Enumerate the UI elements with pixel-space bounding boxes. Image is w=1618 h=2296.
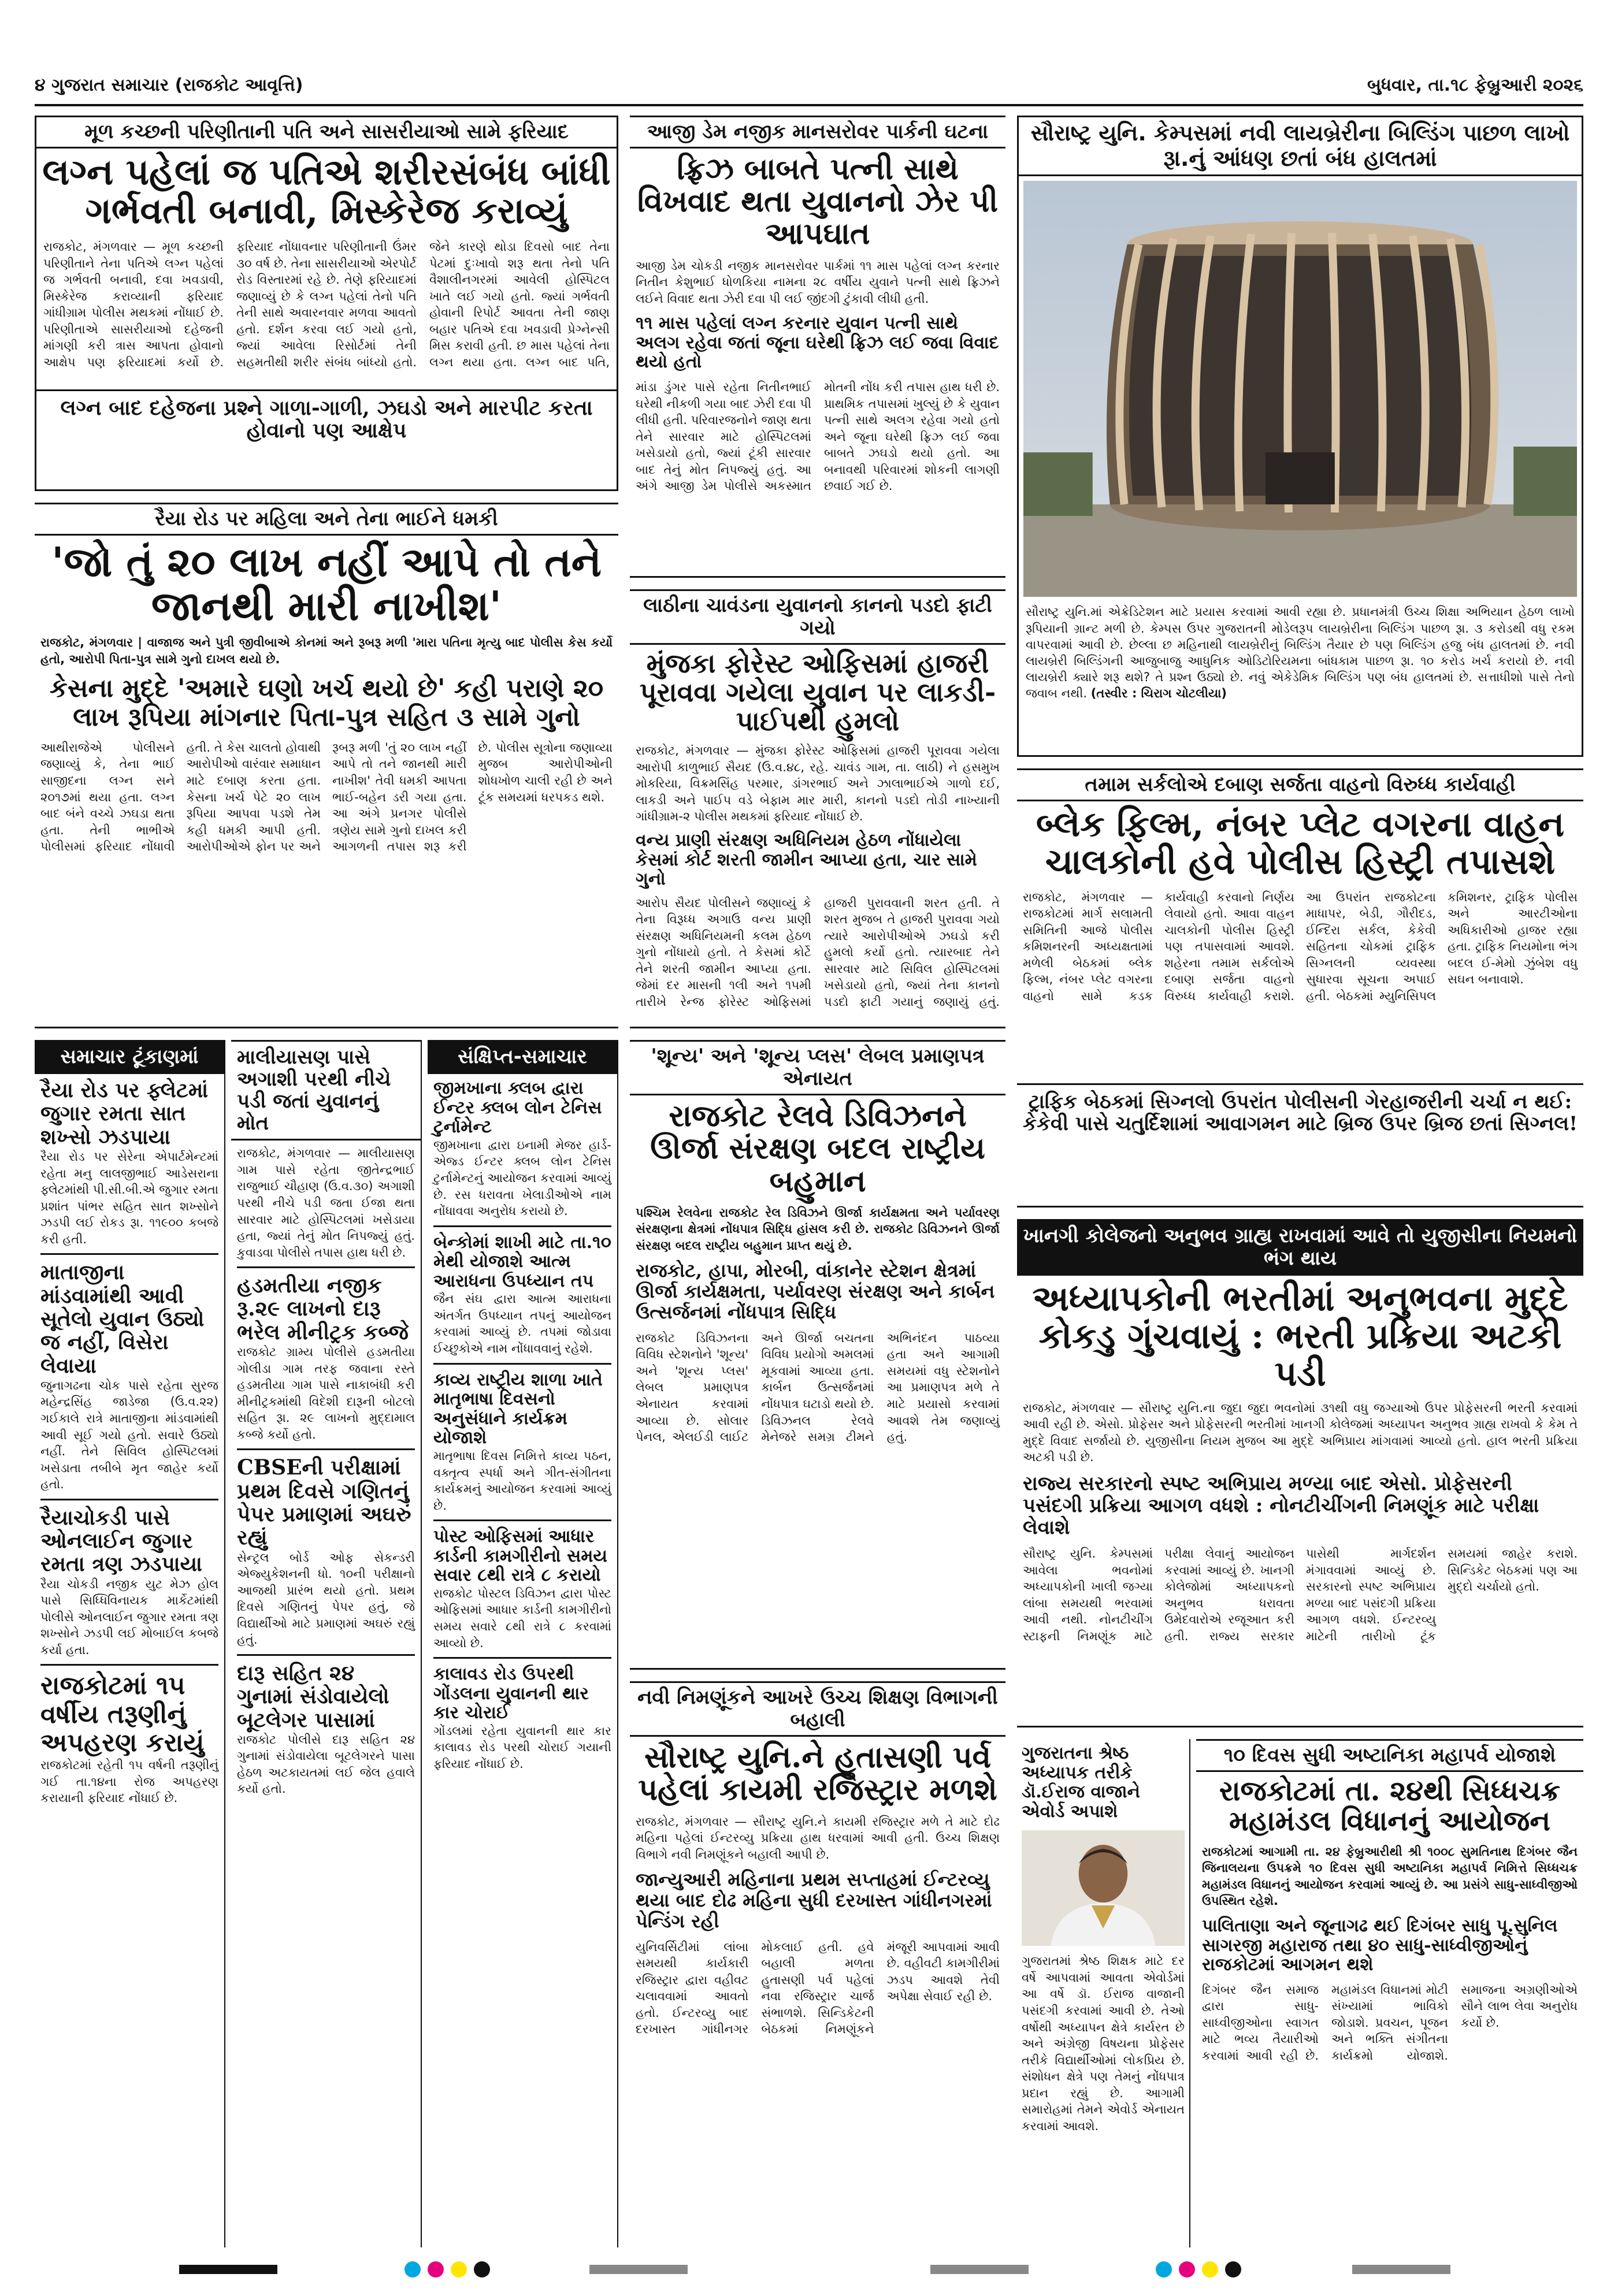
brief-item-title: રૈયા રોડ પર ફ્લેટમાં જુગાર રમતા સાત શખ્સો ઝડપાયા xyxy=(40,1078,209,1149)
masthead xyxy=(35,75,1583,98)
story-siddhachakra-event xyxy=(1196,1739,1583,2247)
story14-body2: દિગંબર જૈન સમાજ દ્વારા સાધુ-સાધ્વીજીઓના સ્વાગત માટે ભવ્ય તૈયારીઓ કરવામાં આવી રહી છે. મહામંડલ વિધાનમાં મોટી સંખ્યામાં ભાવિકો જોડાશે. પ્રવચન, પૂજન અને ભક્તિ સંગીતના કાર્યક્રમો યોજાશે. સમાજના અગ્રણીઓએ સૌને લાભ લેવા અનુરોધ કર્યો છે. xyxy=(1202,1982,1578,2063)
story12-kicker: નવી નિમણૂંકને આખરે ઉચ્ચ શિક્ષણ વિભાગની બહાલી xyxy=(630,1681,1005,1737)
story2-kicker: રૈયા રોડ પર મહિલા અને તેના ભાઈને ધમકી xyxy=(35,503,618,536)
brief-item-text: રાજકોટ પોસ્ટલ ડિવિઝન દ્વારા પોસ્ટ ઓફિસમાં આધાર કાર્ડની કામગીરીનો સમય સવારે ૮થી રાત્રે ૮ કરવામાં આવ્યો છે. xyxy=(433,1586,611,1650)
story5-kicker: સૌરાષ્ટ્ર યુનિ. કેમ્પસમાં નવી લાયબ્રેરીના બિલ્ડિંગ પાછળ લાખો રૂા.નું આંધણ છતાં બંધ હાલતમાં xyxy=(1019,117,1582,176)
brief-item-text: રૈયા ચોકડી નજીક યુટ મેઝ હોલ પાસે સિધ્ધિવિનાયક માર્કેટમાંથી પોલીસે ઓનલાઈન જુગાર રમતા ત્રણ શખ્સોને ઝડપી લઈ મોબાઈલ કબજે કર્યા હતા. xyxy=(40,1577,218,1657)
story6-body: રાજકોટ, મંગળવાર — રાજકોટમાં માર્ગ સલામતી સમિતિની આજે પોલીસ કમિશનરની અધ્યક્ષતામાં મળેલી બેઠકમાં બ્લેક ફિલ્મ, નંબર પ્લેટ વગરના વાહનો સામે કડક કાર્યવાહી કરવાનો નિર્ણય લેવાયો હતો. આવા વાહન ચાલકોની પોલીસ હિસ્ટ્રી પણ તપાસવામાં આવશે. શહેરના તમામ સર્કલોએ દબાણ સર્જતા વાહનો વિરુધ્ધ કાર્યવાહી કરાશે. આ ઉપરાંત રાજકોટના માધાપર, બેડી, ગૌરીદડ, ઈન્દિરા સર્કલ, કેકેવી સહિતના ચોકમાં ટ્રાફિક સિગ્નલની વ્યવસ્થા સુધારવા સૂચના અપાઈ હતી. બેઠકમાં મ્યુનિસિપલ કમિશનર, ટ્રાફિક પોલીસ અને આરટીઓના અધિકારીઓ હાજર રહ્યા હતા. ટ્રાફિક નિયમોના ભંગ બદલ ઈ-મેમો ઝુંબેશ વધુ સઘન બનાવાશે. xyxy=(1023,890,1578,1003)
story3-body: માંડા ડુંગર પાસે રહેતા નિતીનભાઈ ઘરેથી નીકળી ગયા બાદ ઝેરી દવા પી લીધી હતી. પરિવારજનોને જાણ થતા તેને સારવાર માટે હોસ્પિટલમાં ખસેડાયો હતો, જ્યાં ટૂંકી સારવાર બાદ તેનું મોત નિપજ્યું હતું. આ અંગે આજી ડેમ પોલીસે અકસ્માત મોતની નોંધ કરી તપાસ હાથ ધરી છે. પ્રાથમિક તપાસમાં ખુલ્યું છે કે યુવાન પત્ની સાથે અલગ રહેવા ગયો હતો અને જૂના ઘરેથી ફ્રિઝ લઈ જવા બાબતે ઝઘડો થયો હતો. આ બનાવથી પરિવારમાં શોકની લાગણી છવાઈ ગઈ છે. xyxy=(636,380,1000,493)
story3-headline: ફ્રિઝ બાબતે પત્ની સાથે વિખવાદ થતા યુવાનનો ઝેર પી આપઘાત xyxy=(637,151,998,252)
news-in-brief-column xyxy=(35,1040,225,2247)
story1-headline: લગ્ન પહેલાં જ પતિએ શરીરસંબંધ બાંધી ગર્ભવતી બનાવી, મિસ્કેરેજ કરાવ્યું xyxy=(42,151,611,232)
story5-credit: (તસ્વીર : ચિરાગ ચોટલીયા) xyxy=(1090,686,1227,700)
divider xyxy=(433,1657,611,1659)
story4-kicker: લાઠીના ચાવંડના યુવાનનો કાનનો પડદો ફાટી ગયો xyxy=(630,589,1005,645)
story4-headline: મુંજકા ફોરેસ્ટ ઓફિસમાં હાજરી પૂરાવવા ગયેલા યુવાન પર લાકડી-પાઈપથી હુમલો xyxy=(639,648,996,737)
story-best-teacher-award xyxy=(1017,1739,1190,2247)
divider xyxy=(433,1225,611,1227)
divider xyxy=(433,1519,611,1521)
story14-headline: રાજકોટમાં તા. ૨૪થી સિધ્ધચક્ર મહામંડલ વિધાનનું આયોજન xyxy=(1219,1775,1561,1837)
brief-item-title: રૈયાચોકડી પાસે ઓનલાઈન જુગાર રમતા ત્રણ ઝડપાયા xyxy=(40,1505,202,1577)
story-railway-energy-award xyxy=(630,1040,1005,1670)
story5-caption: સૌરાષ્ટ્ર યુનિ.માં એક્રેડિટેશન માટે પ્રયાસ કરવામાં આવી રહ્યા છે. પ્રધાનમંત્રી ઉચ્ચ શિક્ષા અભિયાન હેઠળ લાખો રૂપિયાની ગ્રાન્ટ મળી છે. કેમ્પસ ઉપર ગુજરાતની મોડેલરૂપ લાયબ્રેરીના બિલ્ડિંગ પાછળ રૂા. ૩ કરોડથી વધુ રકમ વાપરવામાં આવી છે. છેલ્લા છ મહિનાથી લાયબ્રેરીનું બિલ્ડિંગ તૈયાર છે પણ બિલ્ડિંગ હજુ બંધ હાલતમાં છે. નવી લાયબ્રેરી બિલ્ડિંગની આજુબાજુ આધુનિક ઓડિટોરિયમના બાંધકામ પાછળ રૂા. ૧૦ કરોડ ખર્ચ કરાયો છે. નવી લાયબ્રેરી ક્યારે શરૂ થશે? તે પ્રશ્ન ઉઠ્યો છે. નવું એકેડેમિક બિલ્ડિંગ પણ બંધ હાલતમાં છે. સત્તાધીશો પાસે તેનો જવાબ નથી. xyxy=(1026,605,1575,700)
brief-item-text: રાજકોટ પોલીસે દારૂ સહિત ૨૪ ગુનામાં સંડોવાયેલા બૂટલેગરને પાસા હેઠળ અટકાયતમાં લઈ જેલ હવાલે કર્યો હતો. xyxy=(237,1732,415,1796)
story3-subhead: ૧૧ માસ પહેલાં લગ્ન કરનાર યુવાન પત્ની સાથે અલગ રહેવા જતાં જૂના ઘરેથી ફ્રિઝ લઈ જવા વિવાદ થયો હતો xyxy=(636,313,999,373)
story-permanent-registrar xyxy=(630,1681,1005,2247)
registration-dot-black xyxy=(474,2261,490,2278)
brief-item-text: જૈન સંઘ દ્વારા આત્મ આરાધના અંતર્ગત ઉપધ્યાન તપનું આયોજન કરવામાં આવ્યું છે. તપમાં જોડાવા ઈચ્છુકોએ નામ નોંધાવવાનું રહેશે. xyxy=(433,1292,611,1356)
story4-subhead: વન્ય પ્રાણી સંરક્ષણ અધિનિયમ હેઠળ નોંધાયેલા કેસમાં કોર્ટ શરતી જામીન આપ્યા હતા, ચાર સામે ગુનો xyxy=(636,830,977,890)
story12-body: યુનિવર્સિટીમાં લાંબા સમયથી કાર્યકારી રજિસ્ટ્રાર દ્વારા વહીવટ ચલાવવામાં આવતો હતો. ઈન્ટરવ્યુ બાદ દરખાસ્ત ગાંધીનગર મોકલાઈ હતી. હવે બહાલી મળતા હુતાસણી પર્વ પહેલાં નવા રજિસ્ટ્રાર ચાર્જ સંભાળશે. સિન્ડિકેટની બેઠકમાં નિમણૂંકને મંજૂરી આપવામાં આવી છે. વહીવટી કામગીરીમાં ઝડપ આવશે તેવી અપેક્ષા સેવાઈ રહી છે. xyxy=(636,1940,1000,2037)
brief-item-text: રૈયા રોડ પર સેરેના એપાર્ટમેન્ટમાં રહેતા મનુ લાલજીભાઈ આડેસરાના ફ્લેટમાંથી પી.સી.બી.એ જુગાર રમતા પ્રશાંત પાંભર સહિત સાત શખ્સોને ઝડપી લઈ રોકડ રૂા. ૧૧૯૦૦ કબજે કરી હતી. xyxy=(40,1150,218,1246)
story12-subhead: જાન્યુઆરી મહિનાના પ્રથમ સપ્તાહમાં ઈન્ટરવ્યુ થયા બાદ દોઢ મહિના સુધી દરખાસ્ત ગાંધીનગરમાં પેન્ડિંગ રહી xyxy=(636,1868,992,1932)
color-bar-grey xyxy=(1352,2265,1450,2274)
story-library-building xyxy=(1017,116,1583,757)
brief-item-title: પોસ્ટ ઓફિસમાં આધાર કાર્ડની કામગીરીનો સમય સવાર ૮થી રાત્રે ૮ કરાયો xyxy=(433,1526,607,1586)
brief-item-title: જીમખાના ક્લબ દ્વારા ઈન્ટર ક્લબ લોન ટેનિસ ટુર્નામેન્ટ xyxy=(433,1078,602,1138)
story7-kicker: ખાનગી કોલેજનો અનુભવ ગ્રાહ્ય રાખવામાં આવે તો યુજીસીના નિયમનો ભંગ થાય xyxy=(1017,1219,1583,1276)
brief-item-title: દારૂ સહિત ૨૪ ગુનામાં સંડોવાયેલો બૂટલેગર પાસામાં xyxy=(237,1660,389,1732)
color-bar-grey xyxy=(589,2265,688,2274)
story-threat-20-lakh xyxy=(35,503,618,1028)
story1-kicker: મૂળ કચ્છની પરિણીતાની પતિ અને સાસરીયાઓ સામે ફરિયાદ xyxy=(36,117,617,148)
brief-item-text: રાજકોટ ગ્રામ્ય પોલીસે હડમતીયા ગોલીડા ગામ તરફ જવાના રસ્તે હડમતીયા ગામ પાસે નાકાબંધી કરી મીનીટ્રકમાંથી વિદેશી દારૂની બોટલો સહિત રૂા. ૨૯ લાખનો મુદ્દામાલ કબ્જે કર્યો હતો. xyxy=(237,1345,415,1441)
brief-item-title: રાજકોટમાં ૧૫ વર્ષીય તરૂણીનું અપહરણ કરાયું xyxy=(40,1671,205,1758)
story14-subhead: પાલિતાણા અને જૂનાગઢ થઈ દિગંબર સાધુ પૂ.સુનિલ સાગરજી મહારાજ તથા ૪૦ સાધુ-સાધ્વીજીઓનું રાજકોટમાં આગમન થશે xyxy=(1202,1915,1558,1975)
story3-lead: આજી ડેમ ચોકડી નજીક માનસરોવર પાર્કમાં ૧૧ માસ પહેલાં લગ્ન કરનાર નિતીન કેશુભાઈ ધોળકિયા નામના ૨૮ વર્ષીય યુવાને પત્ની સાથે ફ્રિઝને લઈને વિવાદ થતા ઝેરી દવા પી લઈ જીંદગી ટુંકાવી લીધી હતી. xyxy=(636,258,1000,306)
brief-item-title: CBSEની પરીક્ષામાં પ્રથમ દિવસે ગણિતનું પેપર પ્રમાણમાં અઘરું રહ્યું xyxy=(237,1455,411,1550)
color-bar-black xyxy=(179,2265,277,2274)
brief-item-title: કાલાવડ રોડ ઉપરથી ગોંડલના યુવાનની થાર કાર ચોરાઈ xyxy=(433,1664,589,1723)
brief-item-text: સેન્ટ્રલ બોર્ડ ઓફ સેકન્ડરી એજ્યુકેશનની ધો. ૧૦ની પરીક્ષાનો આજથી પ્રારંભ થયો હતો. પ્રથમ દિવસે ગણિતનું પેપર હતું, જે વિદ્યાર્થીઓ માટે પ્રમાણમાં અઘરું રહ્યું હતું. xyxy=(237,1550,415,1647)
story7-body: રાજકોટ, મંગળવાર — સૌરાષ્ટ્ર યુનિ.ના જુદા જુદા ભવનોમાં ૩૧થી વધુ જગ્યાઓ ઉપર પ્રોફેસરની ભરતી કરવામાં આવી રહી છે. એસો. પ્રોફેસર અને પ્રોફેસરની ભરતીમાં ખાનગી કોલેજમાં અધ્યાપન અનુભવ ગ્રાહ્ય રાખવો કે કેમ તે મુદ્દે વિવાદ સર્જાયો છે. યુજીસીના નિયમ મુજબ આ મુદ્દે અભિપ્રાય માંગવામાં આવ્યો હતો. હાલ ભરતી પ્રક્રિયા અટકી પડી છે. xyxy=(1023,1400,1578,1465)
brief-item-text: માતૃભાષા દિવસ નિમિત્તે કાવ્ય પઠન, વક્તૃત્વ સ્પર્ધા અને ગીત-સંગીતના કાર્યક્રમનું આયોજન કરવામાં આવ્યું છે. xyxy=(433,1448,611,1513)
story13-body: ગુજરાતમાં શ્રેષ્ઠ શિક્ષક માટે દર વર્ષે આપવામાં આવતા એવોર્ડમાં આ વર્ષે ડૉ. ઈરાજ વાજાની પસંદગી કરવામાં આવી છે. તેઓ વર્ષોથી અધ્યાપન ક્ષેત્રે કાર્યરત છે અને અંગ્રેજી વિષયના પ્રોફેસર તરીકે વિદ્યાર્થીઓમાં લોકપ્રિય છે. સંશોધન ક્ષેત્રે પણ તેમનું નોંધપાત્ર પ્રદાન રહ્યું છે. આગામી સમારોહમાં તેમને એવોર્ડ એનાયત કરવામાં આવશે. xyxy=(1022,1954,1185,2133)
story11-lead: પશ્ચિમ રેલવેના રાજકોટ રેલ ડિવિઝને ઊર્જા કાર્યક્ષમતા અને પર્યાવરણ સંરક્ષણના ક્ષેત્રમાં નોંધપાત્ર સિદ્ધિ હાંસલ કરી છે. રાજકોટ ડિવિઝનને ઊર્જા સંરક્ષણ બદલ રાષ્ટ્રીય બહુમાન પ્રાપ્ત થયું છે. xyxy=(636,1205,1000,1253)
masthead-date: બુધવાર, તા.૧૮ ફેબ્રુઆરી ૨૦૨૬ xyxy=(1367,75,1583,95)
story2-subhead: કેસના મુદ્દે 'અમારે ઘણો ખર્ચ થયો છે' કહી પરાણે ૨૦ લાખ રૂપિયા માંગનાર પિતા-પુત્ર સહિત ૩ સામે ગુનો xyxy=(49,674,604,732)
registration-dot-cyan xyxy=(1156,2261,1172,2278)
story9-kicker: માલીયાસણ પાસે અગાશી પરથી નીચે પડી જતાં યુવાનનું મોત xyxy=(231,1040,421,1140)
story11-headline: રાજકોટ રેલવે ડિવિઝનને ઊર્જા સંરક્ષણ બદલ રાષ્ટ્રીય બહુમાન xyxy=(650,1098,985,1199)
story11-kicker: 'શૂન્ય' અને 'શૂન્ય પ્લસ' લેબલ પ્રમાણપત્ર એનાયત xyxy=(630,1040,1005,1095)
registration-dot-cyan xyxy=(404,2261,421,2278)
registration-dot-yellow xyxy=(1202,2261,1218,2278)
story13-kicker: ગુજરાતના શ્રેષ્ઠ અધ્યાપક તરીકે ડૉ.ઈરાજ વાજાને એવોર્ડ અપાશે xyxy=(1022,1743,1140,1822)
story6-kicker: તમામ સર્કલોએ દબાણ સર્જતા વાહનો વિરુધ્ધ કાર્યવાહી xyxy=(1017,768,1583,801)
story2-lead: રાજકોટ, મંગળવાર | વાજાજ અને પુત્રી જીવીબાએ કોનમાં અને રૂબરૂ મળી 'મારા પતિના મૃત્યુ બાદ પોલીસ કેસ કર્યો હતો, આરોપી પિતા-પુત્ર સામે ગુનો દાખલ થયો છે. xyxy=(40,636,613,666)
brief-item-text: જીમખાના દ્વારા ઇનામી મેજર હાર્ડ-એજ્ડ ઈન્ટર ક્લબ લોન ટેનિસ ટુર્નામેન્ટનું આયોજન કરવામાં આવ્યું છે. રસ ધરાવતા ખેલાડીઓએ નામ નોંધાવવા અનુરોધ કરાયો છે. xyxy=(433,1138,611,1218)
story6-footer: ટ્રાફિક બેઠકમાં સિગ્નલો ઉપરાંત પોલીસની ગેરહાજરીની ચર્ચા ન થઈ: કેકેવી પાસે ચતુર્દિશામાં આવાગમન માટે બ્રિજ ઉપર બ્રિજ છતાં સિગ્નલ! xyxy=(1017,1083,1583,1140)
story1-footer: લગ્ન બાદ દહેજના પ્રશ્ને ગાળા-ગાળી, ઝઘડો અને મારપીટ કરતા હોવાનો પણ આક્ષેપ xyxy=(36,389,617,447)
story7-subhead: રાજ્ય સરકારનો સ્પષ્ટ અભિપ્રાય મળ્યા બાદ એસો. પ્રોફેસરની પસંદગી પ્રક્રિયા આગળ વધશે : નોનટીચીંગની નિમણૂંક માટે પરીક્ષા લેવાશે xyxy=(1023,1472,1539,1539)
masthead-left: ૪ ગુજરાત સમાચાર (રાજકોટ આવૃત્તિ) xyxy=(35,75,303,95)
divider xyxy=(433,1363,611,1365)
brief-item-text: ગોંડલમાં રહેતા યુવાનની થાર કાર કાલાવડ રોડ પરથી ચોરાઈ ગયાની ફરિયાદ નોંધાઈ છે. xyxy=(433,1723,611,1771)
brief-item-title: માતાજીના માંડવામાંથી આવી સૂતેલો યુવાન ઉઠ્યો જ નહીં, વિસેરા લેવાયા xyxy=(40,1260,205,1378)
story11-subhead: રાજકોટ, હાપા, મોરબી, વાંકાનેર સ્ટેશન ક્ષેત્રમાં ઊર્જા કાર્યક્ષમતા, પર્યાવરણ સંરક્ષણ અને કાર્બન ઉત્સર્જનમાં નોંધપાત્ર સિદ્ધિ xyxy=(636,1260,995,1323)
story1-body: રાજકોટ, મંગળવાર — મૂળ કચ્છની પરિણીતાને તેના પતિએ લગ્ન પહેલાં જ ગર્ભવતી બનાવી, દવા ખવડાવી, મિસ્કેરેજ કરાવ્યાની ફરિયાદ ગાંધીગ્રામ પોલીસ મથકમાં નોંધાઈ છે. પરિણીતાએ સાસરીયાઓ દહેજની માંગણી કરી ત્રાસ આપતા હોવાનો આક્ષેપ પણ ફરિયાદમાં કર્યો છે. ફરિયાદ નોંધાવનાર પરિણીતાની ઉંમર ૩૦ વર્ષ છે. તેના સાસરીયાઓ એરપોર્ટ રોડ વિસ્તારમાં રહે છે. તેણે ફરિયાદમાં જણાવ્યું છે કે લગ્ન પહેલાં તેનો પતિ તેની સાથે અવારનવાર મળવા આવતો હતો. દર્શન કરવા લઈ ગયો હતો, જ્યાં આવેલા રિસોર્ટમાં તેની સહમતીથી શરીર સંબંધ બાંધ્યો હતો. જેને કારણે થોડા દિવસો બાદ તેના પેટમાં દુઃખાવો શરૂ થતા તેનો પતિ વૈશાલીનગરમાં આવેલી હોસ્પિટલ ખાતે લઈ ગયો હતો. જ્યાં ગર્ભવતી હોવાની રિપોર્ટ આવતા તેની જાણ બહાર પતિએ દવા ખવડાવી પ્રેગ્નેન્સી મિસ કરાવી હતી. છ માસ પહેલાં તેના લગ્ન થયા હતા. લગ્ન બાદ પતિ, xyxy=(43,240,610,369)
story-forest-office-attack xyxy=(630,589,1005,1028)
story7-body2: સૌરાષ્ટ્ર યુનિ. કેમ્પસમાં આવેલા ભવનોમાં અધ્યાપકોની ખાલી જગ્યા લાંબા સમયથી ભરવામાં આવી નથી. નોનટીચીંગ સ્ટાફની નિમણૂંક માટે પરીક્ષા લેવાનું આયોજન કરવામાં આવ્યું છે. ખાનગી કોલેજોમાં અધ્યાપકનો અનુભવ ધરાવતા ઉમેદવારોએ રજૂઆત કરી હતી. રાજ્ય સરકાર પાસેથી માર્ગદર્શન મંગાવવામાં આવ્યું છે. સરકારનો સ્પષ્ટ અભિપ્રાય મળ્યા બાદ પસંદગી પ્રક્રિયા આગળ વધશે. ઈન્ટરવ્યુ માટેની તારીખો ટૂંક સમયમાં જાહેર કરાશે. સિન્ડિકેટ બેઠકમાં પણ આ મુદ્દો ચર્ચાયો હતો. xyxy=(1023,1547,1578,1643)
story-professor-recruitment xyxy=(1017,1219,1583,1727)
short-news-column-2 xyxy=(231,1040,422,2247)
color-bar-grey xyxy=(930,2265,1029,2274)
library-building-photo xyxy=(1023,181,1577,597)
story14-body: રાજકોટમાં આગામી તા. ૨૪ ફેબ્રુઆરીથી શ્રી ૧૦૦૮ સુમતિનાથ દિગંબર જૈન જિનાલયના ઉપક્રમે ૧૦ દિવસ સુધી અષ્ટાનિકા મહાપર્વ નિમિત્તે સિધ્ધચક્ર મહામંડલ વિધાનનું આયોજન કરવામાં આવ્યું છે. આ પ્રસંગે સાધુ-સાધ્વીજીઓ ઉપસ્થિત રહેશે. xyxy=(1202,1844,1578,1908)
divider xyxy=(40,1253,218,1255)
divider xyxy=(237,1266,415,1268)
story2-body: આથીરાજેએ પોલીસને જણાવ્યું કે, તેના ભાઈ સાજીદના લગ્ન સને ૨૦૧૭માં થયા હતા. લગ્ન બાદ બંને વચ્ચે ઝઘડા થતા હતા. તેની ભાભીએ પોલીસમાં ફરિયાદ નોંધાવી હતી. તે કેસ ચાલતો હોવાથી આરોપીઓ વારંવાર સમાધાન માટે દબાણ કરતા હતા. કેસના ખર્ચ પેટે ૨૦ લાખ રૂપિયા આપવા પડશે તેમ કહી ધમકી આપી હતી. આરોપીઓએ ફોન પર અને રૂબરૂ મળી 'તું ૨૦ લાખ નહીં આપે તો તને જાનથી મારી નાખીશ' તેવી ધમકી આપતા ભાઈ-બહેન ડરી ગયા હતા. આ અંગે પ્રનગર પોલીસે ત્રણેય સામે ગુનો દાખલ કરી આગળની તપાસ શરૂ કરી છે. પોલીસ સૂત્રોના જણાવ્યા મુજબ આરોપીઓની શોધખોળ ચાલી રહી છે અને ટૂંક સમયમાં ધરપકડ થશે. xyxy=(40,740,613,854)
registration-dot-magenta xyxy=(1179,2261,1195,2278)
brief-item-title: બેન્કોમાં શાખી માટે તા.૧૦ મેથી યોજાશે આત્મ આરાધના ઉપધ્યાન તપ xyxy=(433,1232,611,1291)
registration-dot-yellow xyxy=(451,2261,467,2278)
story9-text: રાજકોટ, મંગળવાર — માલીયાસણ ગામ પાસે રહેતા જીતેન્દ્રભાઈ રાજુભાઈ ચૌહાણ (ઉ.વ.૩૦) અગાશી પરથી નીચે પડી જતા ઈજા થતા સારવાર માટે હોસ્પિટલમાં ખસેડાયા હતા, જ્યાં તેનું મોત નિપજ્યું હતું. કુવાડવા પોલીસે તપાસ હાથ ધરી છે. xyxy=(237,1146,415,1260)
story4-body2: આરોપ સૈયદ પોલીસને જણાવ્યું કે તેના વિરૂધ્ધ અગાઉ વન્ય પ્રાણી સંરક્ષણ અધિનિયમની કલમ હેઠળ ગુનો નોંધાયો હતો. તે કેસમાં કોર્ટે તેને શરતી જામીન આપ્યા હતા. જેમાં દર માસની ૧લી અને ૧૫મી તારીખે રેન્જ ફોરેસ્ટ ઓફિસમાં હાજરી પુરાવવાની શરત હતી. તે શરત મુજબ તે હાજરી પુરાવવા ગયો ત્યારે આરોપીઓએ ઝઘડો કરી હુમલો કર્યો હતો. ત્યારબાદ તેને સારવાર માટે સિવિલ હોસ્પિટલમાં ખસેડાયો હતો, જ્યાં તેના કાનનો પડદો ફાટી ગયાનું જણાયું હતું. xyxy=(636,896,1000,1009)
story-fridge-suicide xyxy=(630,116,1005,578)
story2-headline: 'જો તું ૨૦ લાખ નહીં આપે તો તને જાનથી મારી નાખીશ' xyxy=(51,538,602,630)
story8-kicker: સમાચાર ટૂંકાણમાં xyxy=(35,1040,224,1074)
story-marriage-complaint xyxy=(35,116,618,491)
brief-news-column xyxy=(428,1040,618,2247)
story3-kicker: આજી ડેમ નજીક માનસરોવર પાર્કની ઘટના xyxy=(630,116,1005,148)
registration-dot-magenta xyxy=(428,2261,444,2278)
story-black-film-vehicles xyxy=(1017,768,1583,1208)
brief-item-text: જુનાગઢના ચોક પાસે રહેતા સુરજ મહેન્દ્રસિંહ જાડેજા (ઉ.વ.૨૨) ગઈકાલે રાત્રે માતાજીના માંડવામાંથી આવી સૂઈ ગયો હતો. સવારે ઉઠ્યો નહીં. તેને સિવિલ હોસ્પિટલમાં ખસેડાતા તબીબે મૃત જાહેર કર્યો હતો. xyxy=(40,1378,218,1492)
story12-lead: રાજકોટ, મંગળવાર — સૌરાષ્ટ્ર યુનિ.ને કાયમી રજિસ્ટ્રાર મળે તે માટે દોઢ મહિના પહેલાં ઈન્ટરવ્યુ પ્રક્રિયા હાથ ધરવામાં આવી હતી. ઉચ્ચ શિક્ષણ વિભાગે નવી નિમણૂંકને બહાલી આપી છે. xyxy=(636,1814,1000,1862)
divider xyxy=(40,1664,218,1666)
story11-body: રાજકોટ ડિવિઝનના વિવિધ સ્ટેશનોને 'શૂન્ય' અને 'શૂન્ય પ્લસ' લેબલ પ્રમાણપત્ર એનાયત કરવામાં આવ્યા છે. સોલાર પેનલ, એલઈડી લાઈટ અને ઊર્જા બચતના વિવિધ પ્રયોગો અમલમાં મૂકવામાં આવ્યા હતા. કાર્બન ઉત્સર્જનમાં નોંધપાત્ર ઘટાડો થયો છે. ડિવિઝનલ રેલવે મેનેજરે સમગ્ર ટીમને અભિનંદન પાઠવ્યા હતા અને આગામી સમયમાં વધુ સ્ટેશનોને આ પ્રમાણપત્ર મળે તે માટે પ્રયાસો કરવામાં આવશે તેમ જણાવ્યું હતું. xyxy=(636,1331,1000,1444)
story12-headline: સૌરાષ્ટ્ર યુનિ.ને હુતાસણી પર્વ પહેલાં કાયમી રજિસ્ટ્રાર મળશે xyxy=(638,1740,997,1808)
brief-item-title: હડમતીયા નજીક રૂ.૨૯ લાખનો દારૂ ભરેલ મીનીટ્રક કબ્જે xyxy=(237,1273,409,1344)
story14-kicker: ૧૦ દિવસ સુધી અષ્ટાનિકા મહાપર્વ યોજાશે xyxy=(1196,1739,1583,1772)
teacher-portrait xyxy=(1022,1830,1185,1946)
divider xyxy=(40,1499,218,1500)
story6-headline: બ્લેક ફિલ્મ, નંબર પ્લેટ વગરના વાહન ચાલકોની હવે પોલીસ હિસ્ટ્રી તપાસશે xyxy=(1036,804,1565,882)
story7-headline: અધ્યાપકોની ભરતીમાં અનુભવના મુદ્દે કોકડુ ગુંચવાયું : ભરતી પ્રક્રિયા અટકી પડી xyxy=(1032,1279,1568,1394)
registration-dot-black xyxy=(1225,2261,1241,2278)
brief-item-text: રાજકોટમાં રહેતી ૧૫ વર્ષની તરૂણીનું ગઈ તા.૧૪ના રોજ અપહરણ કરાયાની ફરિયાદ નોંધાઈ છે. xyxy=(40,1758,218,1805)
brief-item-title: કાવ્ય રાષ્ટ્રીય શાળા ખાતે માતૃભાષા દિવસનો અનુસંધાને કાર્યક્રમ યોજાશે xyxy=(433,1369,603,1448)
story10-kicker: સંક્ષિપ્ત-સમાચાર xyxy=(428,1040,617,1074)
story4-body: રાજકોટ, મંગળવાર — મુંજકા ફોરેસ્ટ ઓફિસમાં હાજરી પૂરાવવા ગયેલા આરોપી કાળુભાઈ સૈયદ (ઉ.વ.૪૮, રહે. ચાવંડ ગામ, તા. લાઠી) ને હસમુખ મોકરિયા, વિક્રમસિંહ પરમાર, ડાંગરભાઈ અને ઝાલાભાઈએ ગાળો દઈ, લાકડી અને પાઈપ વડે બેફામ માર મારી, કાનનો પડદો તોડી નાખ્યાની ગાંધીગ્રામ-૨ પોલીસ મથકમાં ફરિયાદ નોંધાઈ છે. xyxy=(636,744,1000,824)
divider xyxy=(237,1448,415,1450)
divider xyxy=(237,1654,415,1656)
masthead-rule xyxy=(35,104,1583,106)
